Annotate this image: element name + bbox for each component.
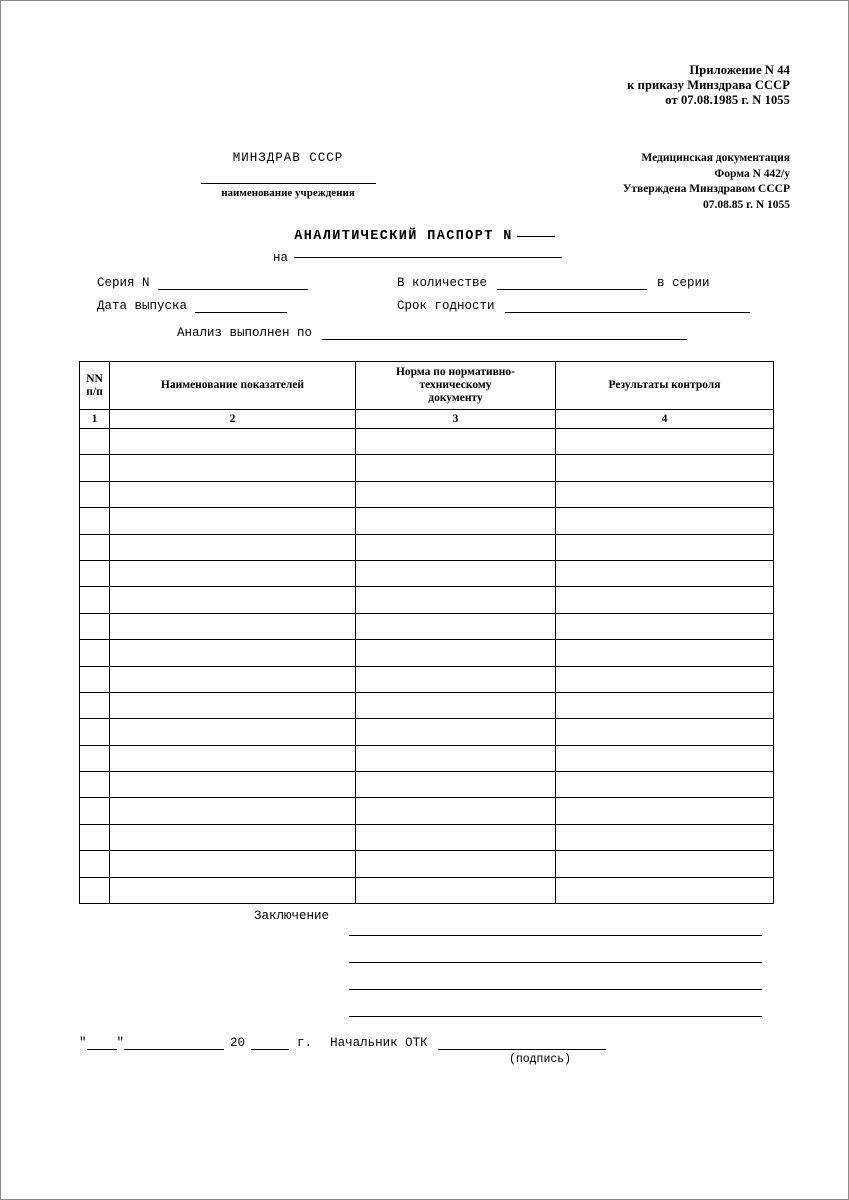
appendix-line-2: к приказу Минздрава СССР (627, 78, 790, 92)
subject-blank[interactable] (294, 257, 562, 258)
cell-result[interactable] (556, 772, 774, 798)
conclusion-line[interactable] (349, 990, 762, 1017)
table-header-row (80, 362, 774, 410)
cell-result[interactable] (556, 851, 774, 877)
column-number-4: 4 (556, 410, 774, 429)
year-suffix: г. (297, 1036, 313, 1050)
cell-indicator[interactable] (110, 877, 356, 903)
cell-norm[interactable] (356, 640, 556, 666)
release-date-blank[interactable] (195, 299, 287, 313)
table-row[interactable] (80, 640, 774, 666)
cell-norm[interactable] (356, 455, 556, 481)
expiry-blank[interactable] (505, 299, 750, 313)
cell-indicator[interactable] (110, 798, 356, 824)
cell-norm[interactable] (356, 481, 556, 507)
table-row[interactable] (80, 534, 774, 560)
release-date-label: Дата выпуска (97, 299, 188, 313)
cell-indicator[interactable] (110, 640, 356, 666)
table-row[interactable] (80, 613, 774, 639)
cell-norm[interactable] (356, 772, 556, 798)
table-header-number-line1: NN (86, 372, 103, 385)
cell-result[interactable] (556, 745, 774, 771)
cell-number[interactable] (80, 745, 110, 771)
table-row[interactable] (80, 429, 774, 455)
conclusion-line[interactable] (349, 936, 762, 963)
field-row-analysis (177, 326, 687, 340)
cell-indicator[interactable] (110, 745, 356, 771)
cell-number[interactable] (80, 508, 110, 534)
institution-block (173, 151, 403, 199)
year-blank[interactable] (251, 1037, 289, 1050)
table-row[interactable] (80, 719, 774, 745)
month-blank[interactable] (124, 1037, 224, 1050)
cell-indicator[interactable] (110, 508, 356, 534)
page-title-text: АНАЛИТИЧЕСКИЙ ПАСПОРТ N (294, 229, 513, 244)
cell-indicator[interactable] (110, 429, 356, 455)
institution-caption: наименование учреждения (221, 187, 355, 199)
cell-result[interactable] (556, 481, 774, 507)
meddoc-line-3: Утверждена Минздравом СССР (622, 183, 790, 195)
cell-result[interactable] (556, 640, 774, 666)
cell-norm[interactable] (356, 613, 556, 639)
appendix-line-1: Приложение N 44 (689, 63, 790, 77)
cell-result[interactable] (556, 824, 774, 850)
indicators-table (79, 361, 774, 904)
cell-indicator[interactable] (110, 772, 356, 798)
cell-result[interactable] (556, 719, 774, 745)
subject-label: на (273, 251, 289, 265)
cell-norm[interactable] (356, 429, 556, 455)
footer-block (79, 1036, 606, 1050)
table-column-numbers-row (80, 410, 774, 429)
table-row[interactable] (80, 455, 774, 481)
cell-number[interactable] (80, 534, 110, 560)
cell-norm[interactable] (356, 719, 556, 745)
table-row[interactable] (80, 877, 774, 903)
cell-result[interactable] (556, 560, 774, 586)
cell-number[interactable] (80, 481, 110, 507)
date-quote-open: " (79, 1036, 87, 1050)
cell-norm[interactable] (356, 692, 556, 718)
title-number-blank[interactable] (517, 236, 555, 237)
cell-norm[interactable] (356, 587, 556, 613)
field-row-dates (97, 299, 757, 313)
cell-norm[interactable] (356, 560, 556, 586)
conclusion-line[interactable] (349, 963, 762, 990)
table-row[interactable] (80, 824, 774, 850)
cell-indicator[interactable] (110, 666, 356, 692)
meddoc-line-4: 07.08.85 г. N 1055 (703, 198, 790, 211)
cell-number[interactable] (80, 851, 110, 877)
table-header-indicator: Наименование показателей (110, 362, 356, 410)
cell-number[interactable] (80, 613, 110, 639)
cell-indicator[interactable] (110, 560, 356, 586)
table-row[interactable] (80, 772, 774, 798)
table-row[interactable] (80, 666, 774, 692)
expiry-label: Срок годности (397, 299, 495, 313)
day-blank[interactable] (87, 1037, 117, 1050)
subject-row (273, 251, 562, 265)
table-row[interactable] (80, 508, 774, 534)
cell-number[interactable] (80, 666, 110, 692)
column-number-2: 2 (110, 410, 356, 429)
table-row[interactable] (80, 481, 774, 507)
cell-number[interactable] (80, 429, 110, 455)
table-header-norm (356, 362, 556, 410)
cell-result[interactable] (556, 508, 774, 534)
series-blank[interactable] (158, 276, 308, 290)
cell-norm[interactable] (356, 666, 556, 692)
table-header-norm-line3: документу (428, 392, 483, 404)
quantity-blank[interactable] (497, 276, 647, 290)
cell-norm[interactable] (356, 745, 556, 771)
cell-indicator[interactable] (110, 692, 356, 718)
column-number-1: 1 (80, 410, 110, 429)
series-label: Серия N (97, 276, 150, 290)
cell-result[interactable] (556, 877, 774, 903)
analysis-blank[interactable] (322, 326, 687, 340)
date-quote-close: " (116, 1036, 125, 1050)
fields-block (97, 276, 757, 322)
institution-name: МИНЗДРАВ СССР (232, 151, 344, 165)
table-body (80, 410, 774, 904)
cell-result[interactable] (556, 798, 774, 824)
cell-result[interactable] (556, 455, 774, 481)
table-header-norm-line1: Норма по нормативно- (395, 366, 516, 378)
meddoc-line-2: Форма N 442/у (714, 167, 790, 180)
medical-documentation-block (623, 151, 790, 213)
table-header-norm-line2: техническому (419, 379, 492, 391)
cell-number[interactable] (80, 824, 110, 850)
table-header-number (80, 362, 110, 410)
cell-number[interactable] (80, 587, 110, 613)
signature-blank[interactable] (438, 1037, 606, 1050)
signature-caption: (подпись) (508, 1053, 572, 1066)
conclusion-lines (349, 909, 762, 1017)
cell-result[interactable] (556, 666, 774, 692)
cell-norm[interactable] (356, 798, 556, 824)
cell-indicator[interactable] (110, 455, 356, 481)
cell-number[interactable] (80, 772, 110, 798)
cell-indicator[interactable] (110, 613, 356, 639)
table-header-results: Результаты контроля (556, 362, 774, 410)
table-row[interactable] (80, 692, 774, 718)
cell-number[interactable] (80, 640, 110, 666)
cell-number[interactable] (80, 455, 110, 481)
cell-norm[interactable] (356, 851, 556, 877)
conclusion-line[interactable] (349, 909, 762, 936)
cell-result[interactable] (556, 587, 774, 613)
cell-result[interactable] (556, 692, 774, 718)
meddoc-line-1: Медицинская документация (641, 152, 790, 164)
cell-indicator[interactable] (110, 851, 356, 877)
analysis-label: Анализ выполнен по (177, 326, 313, 340)
cell-indicator[interactable] (110, 824, 356, 850)
cell-norm[interactable] (356, 508, 556, 534)
table-row[interactable] (80, 587, 774, 613)
table-row[interactable] (80, 745, 774, 771)
cell-norm[interactable] (356, 877, 556, 903)
table-header-number-line2: п/п (86, 385, 103, 398)
cell-indicator[interactable] (110, 587, 356, 613)
cell-result[interactable] (556, 613, 774, 639)
quantity-label: В количестве (397, 276, 488, 290)
cell-norm[interactable] (356, 534, 556, 560)
cell-number[interactable] (80, 798, 110, 824)
institution-rule (201, 183, 376, 184)
cell-result[interactable] (556, 534, 774, 560)
conclusion-label: Заключение (254, 909, 330, 923)
appendix-block (627, 63, 790, 108)
cell-number[interactable] (80, 719, 110, 745)
cell-norm[interactable] (356, 824, 556, 850)
page-title (1, 229, 848, 244)
table-row[interactable] (80, 851, 774, 877)
table-row[interactable] (80, 798, 774, 824)
cell-number[interactable] (80, 692, 110, 718)
year-prefix: 20 (230, 1036, 246, 1050)
cell-indicator[interactable] (110, 719, 356, 745)
table-row[interactable] (80, 560, 774, 586)
quantity-suffix: в серии (657, 276, 710, 290)
cell-result[interactable] (556, 429, 774, 455)
appendix-line-3: от 07.08.1985 г. N 1055 (665, 93, 790, 107)
cell-number[interactable] (80, 560, 110, 586)
cell-indicator[interactable] (110, 481, 356, 507)
cell-indicator[interactable] (110, 534, 356, 560)
otk-role-label: Начальник ОТК (330, 1036, 428, 1050)
field-row-series (97, 276, 757, 290)
cell-number[interactable] (80, 877, 110, 903)
column-number-3: 3 (356, 410, 556, 429)
